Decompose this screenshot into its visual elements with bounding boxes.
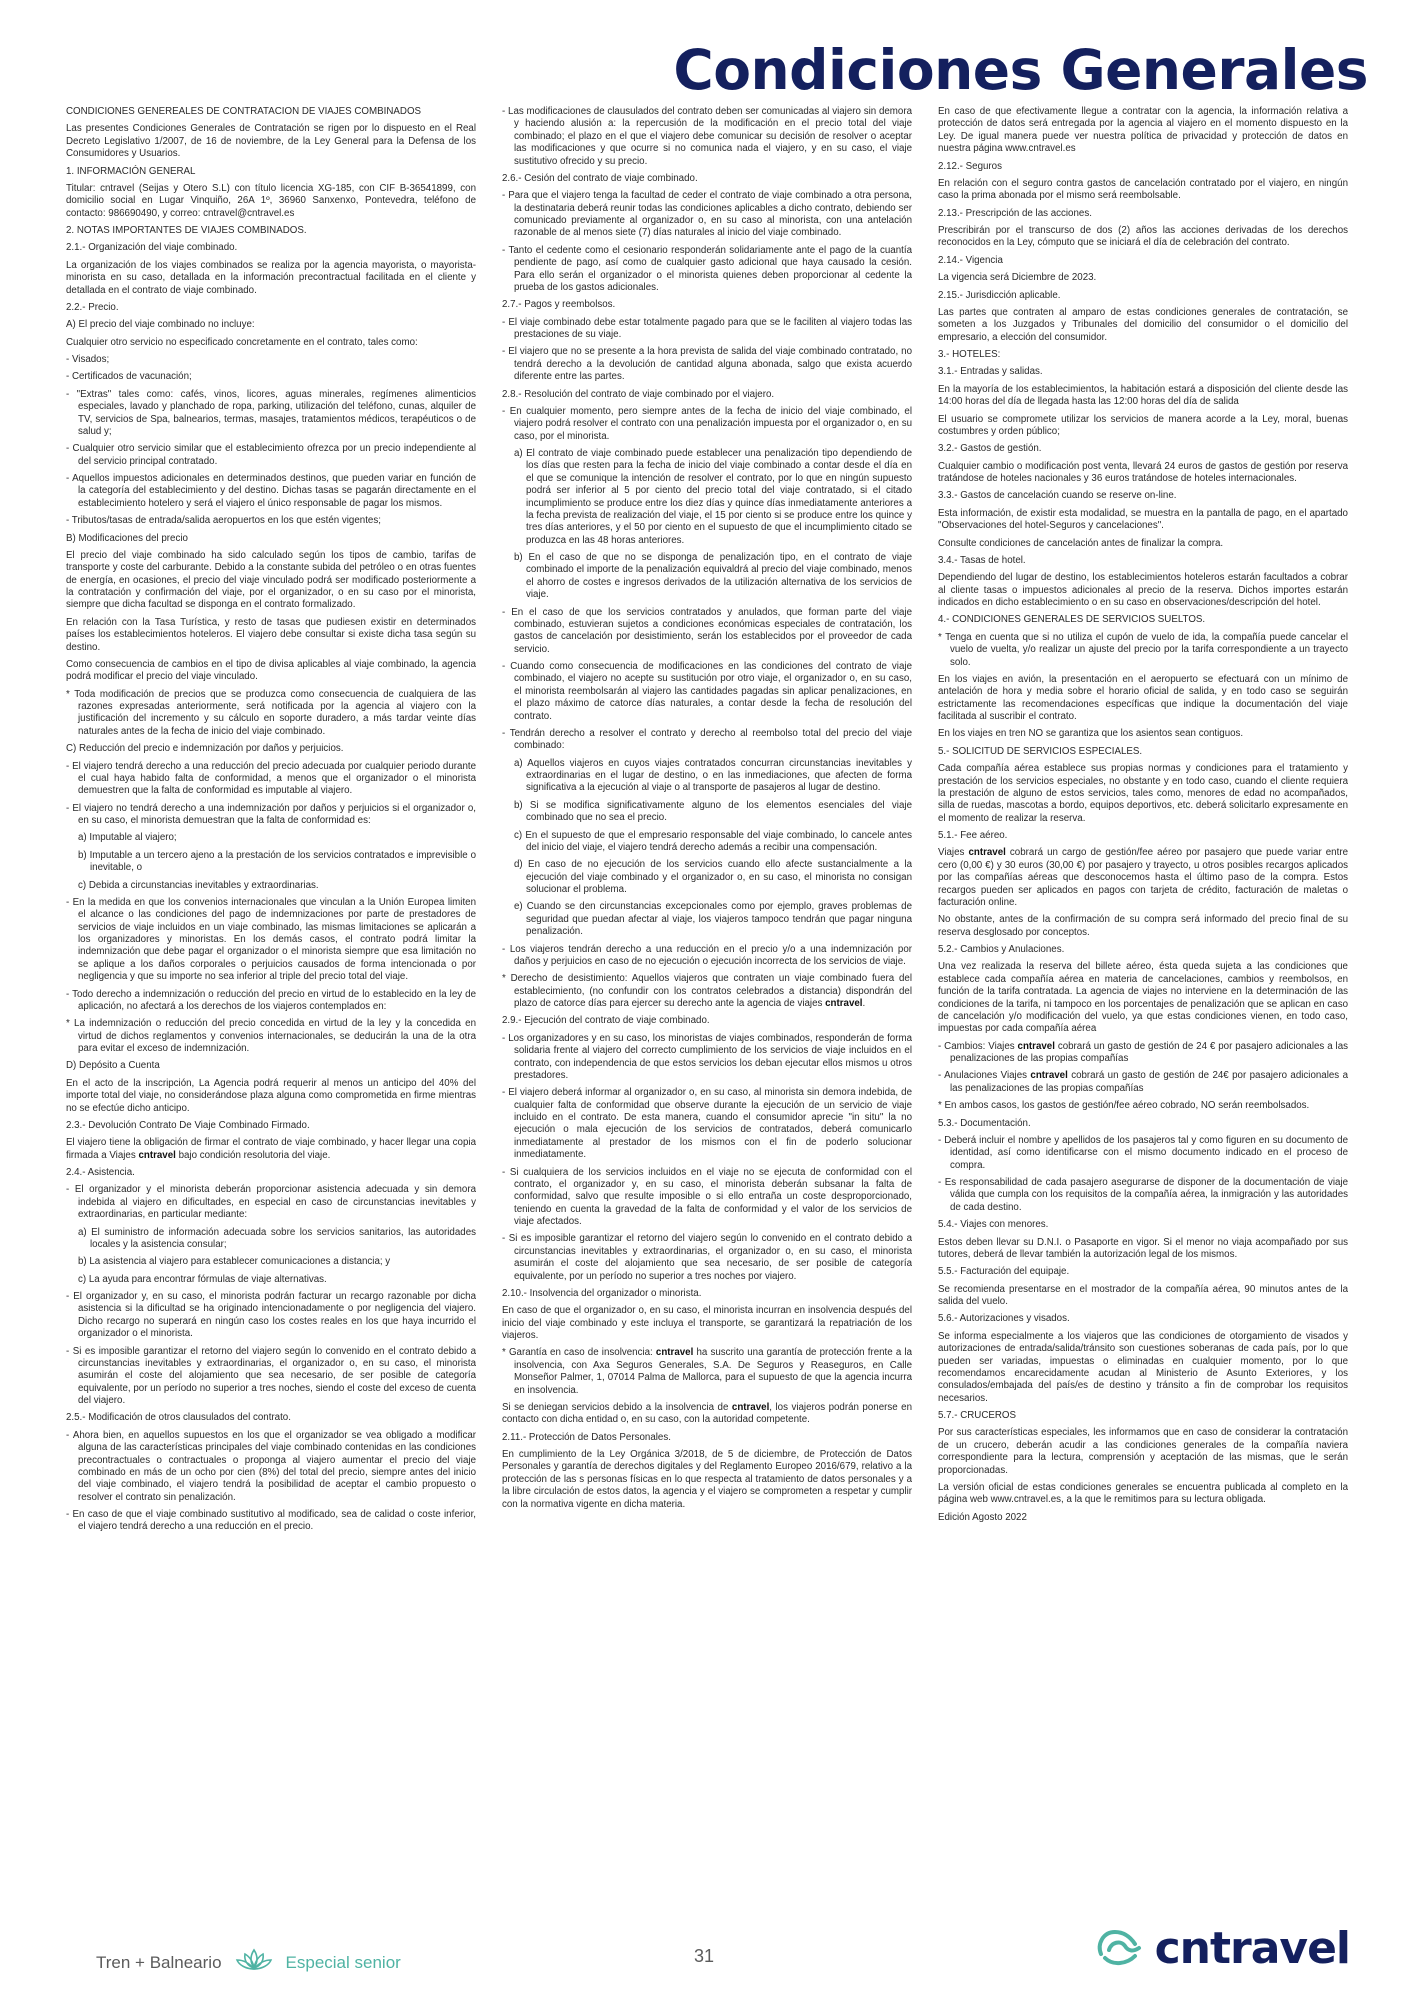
paragraph: Prescribirán por el transcurso de dos (2) años las acciones derivadas de los derechos reconocidos en la Ley, cómputo que se iniciará el día de celebración del contrato.	[938, 225, 1348, 249]
paragraph: 2.10.- Insolvencia del organizador o minorista.	[502, 1287, 702, 1299]
paragraph: Cualquier otro servicio no especificado concretamente en el contrato, tales como:	[66, 336, 418, 348]
paragraph: - Anulaciones Viajes cntravel cobrará un gasto de gestión de 24€ por pasajero adicionales a las penalizaciones de las propias compañías	[938, 1070, 1348, 1094]
paragraph: Una vez realizada la reserva del billete aéreo, ésta queda sujeta a las condiciones que establece cada compañía aérea en materia de cancelaciones, cambios y reembolsos, en función de la tarifa contratada. La agencia de viajes no interviene en la determinación de las condiciones de la tarifa, ni tampoco en los porcentajes de penalización que se aplican en caso de cancelación y/o modificación del vuelo, ya que estas condiciones vienen, en todo caso, impuestas por cada compañía aérea	[938, 961, 1348, 1035]
paragraph: a) El contrato de viaje combinado puede establecer una penalización tipo dependiendo de los días que resten para la fecha de inicio del viaje combinado a contar desde el día en el que se comunique la intención de resolver el contrato, por lo que en ningún supuesto podrá ser inferior al 5 por ciento del precio total del viaje contratado, si el citado incumplimiento se produce entre los diez días y quince días inmediatamente anteriores a la fecha prevista de realización del viaje, el 15 por ciento si se produce entre los quince y tres días anteriores, y el 50 por ciento en el supuesto de que el incumplimiento citado se produzca en las 48 horas anteriores.	[514, 448, 912, 546]
paragraph: 2.12.- Seguros	[938, 160, 1002, 172]
paragraph: - Las modificaciones de clausulados del contrato deben ser comunicadas al viajero sin demora y haciendo alusión a: la repercusión de la modificación en el precio total del viaje combinado; el plazo en el que el viajero debe comunicar su decisión de resolver o aceptar las modificaciones y que ocurre si no comunica nada el viajero, y en su caso, el viaje sustitutivo ofrecido y su precio.	[502, 106, 912, 167]
paragraph: El usuario se compromete utilizar los servicios de manera acorde a la Ley, moral, buenas costumbres y orden público;	[938, 413, 1348, 437]
footer-title: Tren + Balneario	[96, 1952, 222, 1972]
paragraph: 2.11.- Protección de Datos Personales.	[502, 1431, 671, 1443]
paragraph: - El viajero no tendrá derecho a una indemnización por daños y perjuicios si el organizador o, en su caso, el minorista demuestran que la falta de conformidad es:	[66, 802, 476, 826]
paragraph: 5.5.- Facturación del equipaje.	[938, 1266, 1070, 1278]
paragraph: - En el caso de que los servicios contratados y anulados, que forman parte del viaje combinado, estuvieran sujetos a condiciones económicas especiales de contratación, los gastos de cancelación por desistimiento, serán los establecidos por el proveedor de cada servicio.	[502, 606, 912, 655]
paragraph: c) En el supuesto de que el empresario responsable del viaje combinado, lo cancele antes del inicio del viaje, el viajero tendrá derecho además a recibir una compensación.	[514, 829, 912, 853]
paragraph: 2.15.- Jurisdicción aplicable.	[938, 289, 1061, 301]
paragraph: 2.9.- Ejecución del contrato de viaje combinado.	[502, 1015, 710, 1027]
paragraph: 2.6.- Cesión del contrato de viaje combinado.	[502, 172, 698, 184]
paragraph: - Cualquier otro servicio similar que el establecimiento ofrezca por un precio independiente al del servicio principal contratado.	[66, 443, 476, 467]
paragraph: El viajero tiene la obligación de firmar el contrato de viaje combinado, y hacer llegar una copia firmada a Viajes cntravel bajo condición resolutoria del viaje.	[66, 1137, 476, 1161]
paragraph: Las partes que contraten al amparo de estas condiciones generales de contratación, se someten a los Juzgados y Tribunales del domicilio del consumidor o el domicilio del empresario, a elección del consumidor.	[938, 306, 1348, 343]
footer-subtitle: Especial senior	[285, 1952, 401, 1972]
paragraph: Por sus características especiales, les informamos que en caso de considerar la contratación de un crucero, deberán acudir a las condiciones generales de la compañía naviera correspondiente para la lectura, comprensión y aceptación de las mismas, que le serán proporcionadas.	[938, 1427, 1348, 1476]
paragraph: c) Debida a circunstancias inevitables y extraordinarias.	[78, 879, 319, 891]
paragraph: C) Reducción del precio e indemnización por daños y perjuicios.	[66, 743, 344, 755]
paragraph: En relación con la Tasa Turística, y resto de tasas que pudiesen existir en determinados países los establecimientos hoteleros. El viajero debe consultar si existe dicha tasa según su destino.	[66, 616, 476, 653]
paragraph: e) Cuando se den circunstancias excepcionales como por ejemplo, graves problemas de seguridad que puedan afectar al viaje, los viajeros tampoco tendrán que pagar ninguna penalización.	[514, 901, 912, 938]
paragraph: - Tanto el cedente como el cesionario responderán solidariamente ante el pago de la cuantía pendiente de pago, así como de cualquier gasto adicional que haya causado la cesión. Para ello serán el organizador o el minorista quienes deben proporcionar al cedente la prueba de los gastos adicionales.	[502, 244, 912, 293]
paragraph: 2.5.- Modificación de otros clausulados del contrato.	[66, 1412, 291, 1424]
column-1	[66, 106, 476, 1924]
paragraph: En los viajes en avión, la presentación en el aeropuerto se efectuará con un mínimo de antelación de hora y media sobre el horario oficial de salida, y en todo caso se seguirán estrictamente las recomendaciones específicas que indique la documentación del viaje facilitada al suscribir el contrato.	[938, 673, 1348, 722]
paragraph: Estos deben llevar su D.N.I. o Pasaporte en vigor. Si el menor no viaja acompañado por sus tutores, deberá de llevar también la autorización legal de los mismos.	[938, 1236, 1348, 1260]
paragraph: Esta información, de existir esta modalidad, se muestra en la pantalla de pago, en el apartado "Observaciones del hotel-Seguros y cancelaciones".	[938, 507, 1348, 532]
paragraph: Edición Agosto 2022	[938, 1511, 1027, 1523]
paragraph: 2.4.- Asistencia.	[66, 1167, 135, 1178]
paragraph: a) Imputable al viajero;	[78, 832, 177, 844]
paragraph: - El organizador y, en su caso, el minorista podrán facturar un recargo razonable por dicha asistencia si la dificultad se ha originado intencionadamente o por negligencia del viajero. Dicho recargo no superará en ningún caso los costes reales en los que haya incurrido el organizador o el minorista.	[66, 1291, 476, 1340]
paragraph: - Cuando como consecuencia de modificaciones en las condiciones del contrato de viaje combinado, el viajero no acepte su sustitución por otro viaje, el organizador o, en su caso, el minorista reembolsarán al viajero las cantidades pagadas sin aplicar penalizaciones, en el plazo máximo de catorce días naturales, a contar desde la fecha de resolución del contrato.	[502, 661, 912, 722]
cntravel-wave-icon	[1091, 1924, 1147, 1973]
paragraph: - El viajero tendrá derecho a una reducción del precio adecuada por cualquier periodo durante el cual haya habido falta de conformidad, a menos que el organizador o el minorista demuestren que la falta de conformidad es imputable al viajero.	[66, 760, 476, 797]
paragraph: 2.7.- Pagos y reembolsos.	[502, 299, 616, 311]
paragraph: A) El precio del viaje combinado no incluye:	[66, 319, 255, 331]
paragraph: En cumplimiento de la Ley Orgánica 3/2018, de 5 de diciembre, de Protección de Datos Personales y garantía de derechos digitales y del Reglamento Europeo 2016/679, relativo a la protección de las s personas físicas en lo que respecta al tratamiento de datos personales y a la libre circulación de estos datos, la agencia y el viajero se comprometen a respetar y cumplir con la normativa vigente en dicha materia.	[502, 1449, 912, 1510]
paragraph: * Garantía en caso de insolvencia: cntravel ha suscrito una garantía de protección frente a la insolvencia, con Axa Seguros Generales, S.A. De Seguros y Reaseguros, en Calle Monseñor Palmer, 1, 07014 Palma de Mallorca, para el supuesto de que la agencia incurra en insolvencia.	[502, 1347, 912, 1396]
paragraph: Se recomienda presentarse en el mostrador de la compañía aérea, 90 minutos antes de la salida del vuelo.	[938, 1283, 1348, 1307]
paragraph: * Toda modificación de precios que se produzca como consecuencia de cualquiera de las razones expresadas anteriormente, será notificada por la agencia al viajero con la justificación del incremento y su cálculo en soporte duradero, a más tardar veinte días naturales antes de la fecha de inicio del viaje combinado.	[66, 688, 476, 737]
paragraph: - Tributos/tasas de entrada/salida aeropuertos en los que estén vigentes;	[66, 515, 381, 527]
paragraph: 5.4.- Viajes con menores.	[938, 1219, 1049, 1231]
paragraph: d) En caso de no ejecución de los servicios cuando ello afecte sustancialmente a la ejecución del viaje combinado y el organizador o, en su caso, el minorista no consigan solucionar el problema.	[514, 859, 912, 895]
paragraph: Cualquier cambio o modificación post venta, llevará 24 euros de gastos de gestión por reserva tratándose de hoteles nacionales y 36 euros tratándose de hoteles internacionales.	[938, 460, 1348, 484]
paragraph: 3.3.- Gastos de cancelación cuando se reserve on-line.	[938, 490, 1177, 502]
paragraph: El precio del viaje combinado ha sido calculado según los tipos de cambio, tarifas de transporte y coste del carburante. Debido a la constante subida del petróleo o en otras fuentes de energía, en ocasiones, el precio del viaje vinculado podrá ser modificado posteriormente a la contratación y confirmación del viaje, por el organizador, o en su caso por el minorista, siempre que dicha facultad se disponga en el contrato formalizado.	[66, 549, 476, 611]
paragraph: b) La asistencia al viajero para establecer comunicaciones a distancia; y	[78, 1256, 391, 1268]
paragraph: - En la medida en que los convenios internacionales que vinculan a la Unión Europea limiten el alcance o las condiciones del pago de indemnizaciones por parte de prestadores de servicios de viaje incluidos en un viaje combinado, las mismas limitaciones se aplicarán a los organizadores y minoristas. En los demás casos, el contrato podrá limitar la indemnización que debe pagar el organizador o el minorista siempre que esa limitación no se aplique a los daños corporales o perjuicios causados de forma intencionada o por negligencia y que su importe no sea inferior al triple del precio total del viaje.	[66, 896, 476, 983]
cntravel-logo	[1091, 1923, 1350, 1974]
paragraph: - El viajero deberá informar al organizador o, en su caso, al minorista sin demora indebida, de cualquier falta de conformidad que observe durante la ejecución de un servicio de viaje incluido en el contrato. De esta manera, cuando el consumidor aprecie "in situ" la no ejecución o mala ejecución de los servicios de contratados, deberá comunicarlo inmediatamente al prestador de los mismos con el fin de poderlo solucionar inmediatamente.	[502, 1087, 912, 1161]
paragraph: Titular: cntravel (Seijas y Otero S.L) con título licencia XG-185, con CIF B-36541899, con domicilio social en Lugar Vinquiño, 26A 1º, 36960 Sanxenxo, Pontevedra, teléfono de contacto: 986690490, y correo: cntravel@cntravel.es	[66, 182, 476, 219]
paragraph: No obstante, antes de la confirmación de su compra será informado del precio final de su reserva desglosado por conceptos.	[938, 914, 1348, 938]
paragraph: Cada compañía aérea establece sus propias normas y condiciones para el tratamiento y prestación de los servicios especiales, no obstante y en todo caso, cuando el cliente requiera la prestación de alguno de estos servicios, tales como, menores de edad no acompañados, silla de ruedas, mascotas a bordo, equipos deportivos, etc. deberá solicitarlo expresamente en el momento de realizar la reserva.	[938, 763, 1348, 824]
paragraph: En los viajes en tren NO se garantiza que los asientos sean contiguos.	[938, 728, 1244, 740]
paragraph: - Si es imposible garantizar el retorno del viajero según lo convenido en el contrato debido a circunstancias inevitables y extraordinarias, el organizador o, en su caso, el minorista asumirán el coste del alojamiento que sea necesario, de ser posible de categoría equivalente, por un período no superior a tres noches por viajero.	[502, 1233, 912, 1282]
paragraph: - Los organizadores y en su caso, los minoristas de viajes combinados, responderán de forma solidaria frente al viajero del correcto cumplimiento de los servicios de viaje incluidos en el contrato, con independencia de que estos servicios los deban ejecutar ellos mismos u otros prestadores.	[502, 1032, 912, 1081]
paragraph: 2.3.- Devolución Contrato De Viaje Combinado Firmado.	[66, 1119, 310, 1131]
paragraph: - En cualquier momento, pero siempre antes de la fecha de inicio del viaje combinado, el viajero podrá resolver el contrato con una penalización impuesta por el organizador o, en su caso, por el minorista.	[502, 405, 912, 442]
paragraph: - Deberá incluir el nombre y apellidos de los pasajeros tal y como figuren en su documento de identidad, así como identificarse con el mismo documento indicado en el proceso de compra.	[938, 1134, 1348, 1171]
paragraph: * La indemnización o reducción del precio concedida en virtud de la ley y la concedida en virtud de dichos reglamentos y convenios internacionales, se deducirán la una de la otra para evitar el exceso de indemnización.	[66, 1018, 476, 1054]
paragraph: En relación con el seguro contra gastos de cancelación contratado por el viajero, en ningún caso la prima abonada por el mismo será reembolsable.	[938, 177, 1348, 202]
paragraph: La organización de los viajes combinados se realiza por la agencia mayorista, o mayorista-minorista en su caso, detallada en la información precontractual facilitada en el cliente y detallada en el contrato de viaje combinado.	[66, 259, 476, 296]
paragraph: Las presentes Condiciones Generales de Contratación se rigen por lo dispuesto en el Real Decreto Legislativo 1/2007, de 16 de noviembre, de la Ley General para la Defensa de los Consumidores y Usuarios.	[66, 123, 476, 160]
paragraph: La versión oficial de estas condiciones generales se encuentra publicada al completo en la página web www.cntravel.es, a la que le remitimos para su lectura obligada.	[938, 1481, 1348, 1506]
column-2	[502, 106, 912, 1924]
paragraph: CONDICIONES GENEREALES DE CONTRATACION DE VIAJES COMBINADOS	[66, 106, 422, 117]
paragraph: Consulte condiciones de cancelación antes de finalizar la compra.	[938, 537, 1224, 549]
lotus-icon	[234, 1948, 274, 1977]
paragraph: c) La ayuda para encontrar fórmulas de viaje alternativas.	[78, 1273, 327, 1285]
paragraph: - Para que el viajero tenga la facultad de ceder el contrato de viaje combinado a otra persona, la destinataria deberá reunir todas las condiciones aplicables a dicho contrato, debiendo ser comunicado previamente al organizador o, en su caso al minorista, con una antelación razonable de al menos siete (7) días naturales al inicio del viaje combinado.	[502, 190, 912, 239]
page-number: 31	[694, 1946, 715, 1966]
page-title: Condiciones Generales	[673, 38, 1368, 102]
paragraph: - Ahora bien, en aquellos supuestos en los que el organizador se vea obligado a modificar alguna de las características principales del viaje combinado contenidas en las condiciones precontractuales o contractuales o proponga al viajero aumentar el precio del viaje combinado en más de un ocho por cien (8%) del total del precio, siempre antes del inicio del viaje combinado, el viajero tendrá la posibilidad de aceptar el cambio propuesto o resolver el contrato sin penalización.	[66, 1429, 476, 1503]
paragraph: 2.8.- Resolución del contrato de viaje combinado por el viajero.	[502, 388, 775, 400]
paragraph: - El organizador y el minorista deberán proporcionar asistencia adecuada y sin demora indebida al viajero en dificultades, en especial en caso de circunstancias inevitables y extraordinarias, en particular mediante:	[66, 1184, 476, 1221]
paragraph: Como consecuencia de cambios en el tipo de divisa aplicables al viaje combinado, la agencia podrá modificar el precio del viaje vinculado.	[66, 658, 476, 683]
paragraph: 4.- CONDICIONES GENERALES DE SERVICIOS SUELTOS.	[938, 614, 1206, 626]
paragraph: - En caso de que el viaje combinado sustitutivo al modificado, sea de calidad o coste inferior, el viajero tendrá derecho a una reducción en el precio.	[66, 1509, 476, 1533]
paragraph: - Si cualquiera de los servicios incluidos en el viaje no se ejecuta de conformidad con el contrato, el organizador y, en su caso, el minorista deberán subsanar la falta de conformidad, salvo que resulte imposible o si ello entraña un coste desproporcionado, teniendo en cuenta la gravedad de la falta de conformidad y el valor de los servicios de viaje afectados.	[502, 1166, 912, 1227]
paragraph: - "Extras" tales como: cafés, vinos, licores, aguas minerales, regímenes alimenticios especiales, lavado y planchado de ropa, parking, utilización del teléfono, cunas, alquiler de TV, servicios de Spa, balnearios, termas, masajes, tratamientos médicos, terapéuticos o de salud y;	[66, 388, 476, 437]
paragraph: 2. NOTAS IMPORTANTES DE VIAJES COMBINADOS.	[66, 225, 307, 236]
paragraph: a) El suministro de información adecuada sobre los servicios sanitarios, las autoridades locales y la asistencia consular;	[78, 1226, 476, 1250]
paragraph: Viajes cntravel cobrará un cargo de gestión/fee aéreo por pasajero que puede variar entre cero (0,00 €) y 30 euros (30,00 €) por pasajero y trayecto, u otros posibles recargos aplicados por las compañías aéreas que desconocemos hasta el último paso de la compra. Estos recargos pueden ser aplicados en pagos con tarjeta de crédito, facturación de maletas o facturación online.	[938, 847, 1348, 908]
paragraph: a) Aquellos viajeros en cuyos viajes contratados concurran circunstancias inevitables y extraordinarias en el lugar de destino, o en las inmediaciones, que afecten de forma significativa a la ejecución al viaje o al transporte de pasajeros al lugar de destino.	[514, 757, 912, 794]
paragraph: - Cambios: Viajes cntravel cobrará un gasto de gestión de 24 € por pasajero adicionales a las penalizaciones de las propias compañías	[938, 1040, 1348, 1064]
paragraph: 5.2.- Cambios y Anulaciones.	[938, 944, 1065, 955]
paragraph: * En ambos casos, los gastos de gestión/fee aéreo cobrado, NO serán reembolsados.	[938, 1100, 1310, 1112]
paragraph: - Visados;	[66, 354, 110, 365]
paragraph: b) En el caso de que no se disponga de penalización tipo, en el contrato de viaje combinado el importe de la penalización equivaldrá al precio del viaje combinado, menos el ahorro de costes e ingresos derivados de la utilización alternativa de los servicios de viaje.	[514, 552, 912, 601]
paragraph: 3.2.- Gastos de gestión.	[938, 443, 1042, 455]
paragraph: 2.13.- Prescripción de las acciones.	[938, 207, 1092, 219]
paragraph: D) Depósito a Cuenta	[66, 1060, 160, 1072]
paragraph: - Todo derecho a indemnización o reducción del precio en virtud de lo establecido en la ley de aplicación, no afectará a los derechos de los viajeros contemplados en:	[66, 988, 476, 1012]
paragraph: Se informa especialmente a los viajeros que las condiciones de otorgamiento de visados y autorizaciones de entrada/salida/tránsito son cuestiones soberanas de cada país, por lo que pueden ser variadas, impuestas o eliminadas en cualquier momento, por lo que recomendamos encarecidamente acudan al Ministerio de Asunto Exteriores, y los consulados/embajada del país/es de destino y tránsito a fin de comprobar los requisitos necesarios.	[938, 1330, 1348, 1404]
paragraph: - El viaje combinado debe estar totalmente pagado para que se le faciliten al viajero todas las prestaciones de su viaje.	[502, 316, 912, 340]
paragraph: 3.4.- Tasas de hotel.	[938, 554, 1026, 566]
paragraph: Dependiendo del lugar de destino, los establecimientos hoteleros estarán facultados a cobrar al cliente tasas o impuestos adicionales al precio de la reserva. Dichos importes estarán indicados en dicho establecimiento o en su caso en observaciones/descripción del hotel.	[938, 572, 1348, 608]
paragraph: 3.1.- Entradas y salidas.	[938, 366, 1043, 378]
paragraph: - Tendrán derecho a resolver el contrato y derecho al reembolso total del precio del viaje combinado:	[502, 727, 912, 752]
paragraph: 5.- SOLICITUD DE SERVICIOS ESPECIALES.	[938, 745, 1143, 757]
paragraph: - Si es imposible garantizar el retorno del viajero según lo convenido en el contrato debido a circunstancias inevitables y extraordinarias, el organizador o, en su caso, el minorista asumirán el coste del alojamiento que sea necesario, de ser posible de categoría equivalente, por un período no superior a tres noches, siendo el coste del exceso de cuenta del viajero.	[66, 1345, 476, 1406]
paragraph: 5.1.- Fee aéreo.	[938, 830, 1008, 841]
paragraph: 2.1.- Organización del viaje combinado.	[66, 242, 238, 254]
paragraph: 2.14.- Vigencia	[938, 254, 1003, 266]
paragraph: B) Modificaciones del precio	[66, 532, 188, 544]
paragraph: b) Imputable a un tercero ajeno a la prestación de los servicios contratados e imprevisible o inevitable, o	[78, 849, 476, 874]
paragraph: 5.6.- Autorizaciones y visados.	[938, 1313, 1070, 1325]
paragraph: En caso de que efectivamente llegue a contratar con la agencia, la información relativa a protección de datos será entregada por la agencia al viajero en el momento dispuesto en la Ley. De igual manera puede ver nuestra política de privacidad y protección de datos en nuestra página www.cntravel.es	[938, 106, 1348, 155]
paragraph: En caso de que el organizador o, en su caso, el minorista incurran en insolvencia después del inicio del viaje combinado y este incluya el transporte, se garantizará la repatriación de los viajeros.	[502, 1305, 912, 1341]
paragraph: 5.7.- CRUCEROS	[938, 1410, 1017, 1421]
paragraph: b) Si se modifica significativamente alguno de los elementos esenciales del viaje combinado que no sea el precio.	[514, 799, 912, 824]
paragraph: * Derecho de desistimiento: Aquellos viajeros que contraten un viaje combinado fuera del establecimiento, (no confundir con los contratos celebrados a distancia) dispondrán del plazo de catorce días para ejercer su derecho ante la agencia de viajes cntravel.	[502, 973, 912, 1009]
paragraph: 1. INFORMACIÓN GENERAL	[66, 165, 196, 177]
paragraph: En el acto de la inscripción, La Agencia podrá requerir al menos un anticipo del 40% del importe total del viaje, no considerándose plaza alguna como comprometida en firme mientras no se efectúe dicho anticipo.	[66, 1077, 476, 1114]
paragraph: En la mayoría de los establecimientos, la habitación estará a disposición del cliente desde las 14:00 horas del día de llegada hasta las 12:00 horas del día de salida	[938, 383, 1348, 408]
paragraph: Si se deniegan servicios debido a la insolvencia de cntravel, los viajeros podrán ponerse en contacto con dicha entidad o, en su caso, con la autoridad competente.	[502, 1401, 912, 1426]
paragraph: - Los viajeros tendrán derecho a una reducción en el precio y/o a una indemnización por daños y perjuicios en caso de no ejecución o ejecución incorrecta de los servicios de viaje.	[502, 943, 912, 967]
footer-brochure-label	[96, 1948, 401, 1977]
paragraph: - El viajero que no se presente a la hora prevista de salida del viaje combinado contratado, no tendrá derecho a la devolución de cantidad alguna abonada, salgo que exista acuerdo diferente entre las partes.	[502, 346, 912, 383]
paragraph: - Es responsabilidad de cada pasajero asegurarse de disponer de la documentación de viaje válida que cumpla con los requisitos de la compañía aérea, la inmigración y las autoridades de cada destino.	[938, 1177, 1348, 1213]
paragraph: - Certificados de vacunación;	[66, 371, 192, 383]
paragraph: La vigencia será Diciembre de 2023.	[938, 272, 1097, 284]
conditions-text	[66, 106, 1348, 1924]
paragraph: - Aquellos impuestos adicionales en determinados destinos, que pueden variar en función de la categoría del establecimiento y del destino. Dichas tasas se pagarán directamente en el establecimiento hotelero y será el viajero el único responsable de pagar los mismos.	[66, 473, 476, 509]
paragraph: 2.2.- Precio.	[66, 301, 119, 313]
paragraph: 3.- HOTELES:	[938, 349, 1001, 360]
column-3	[938, 106, 1348, 1924]
paragraph: 5.3.- Documentación.	[938, 1117, 1031, 1129]
paragraph: * Tenga en cuenta que si no utiliza el cupón de vuelo de ida, la compañía puede cancelar el vuelo de vuelta, y/o realizar un ajuste del precio por la tarifa correspondiente a un trayecto solo.	[938, 631, 1348, 668]
logo-text: cntravel	[1154, 1923, 1350, 1974]
